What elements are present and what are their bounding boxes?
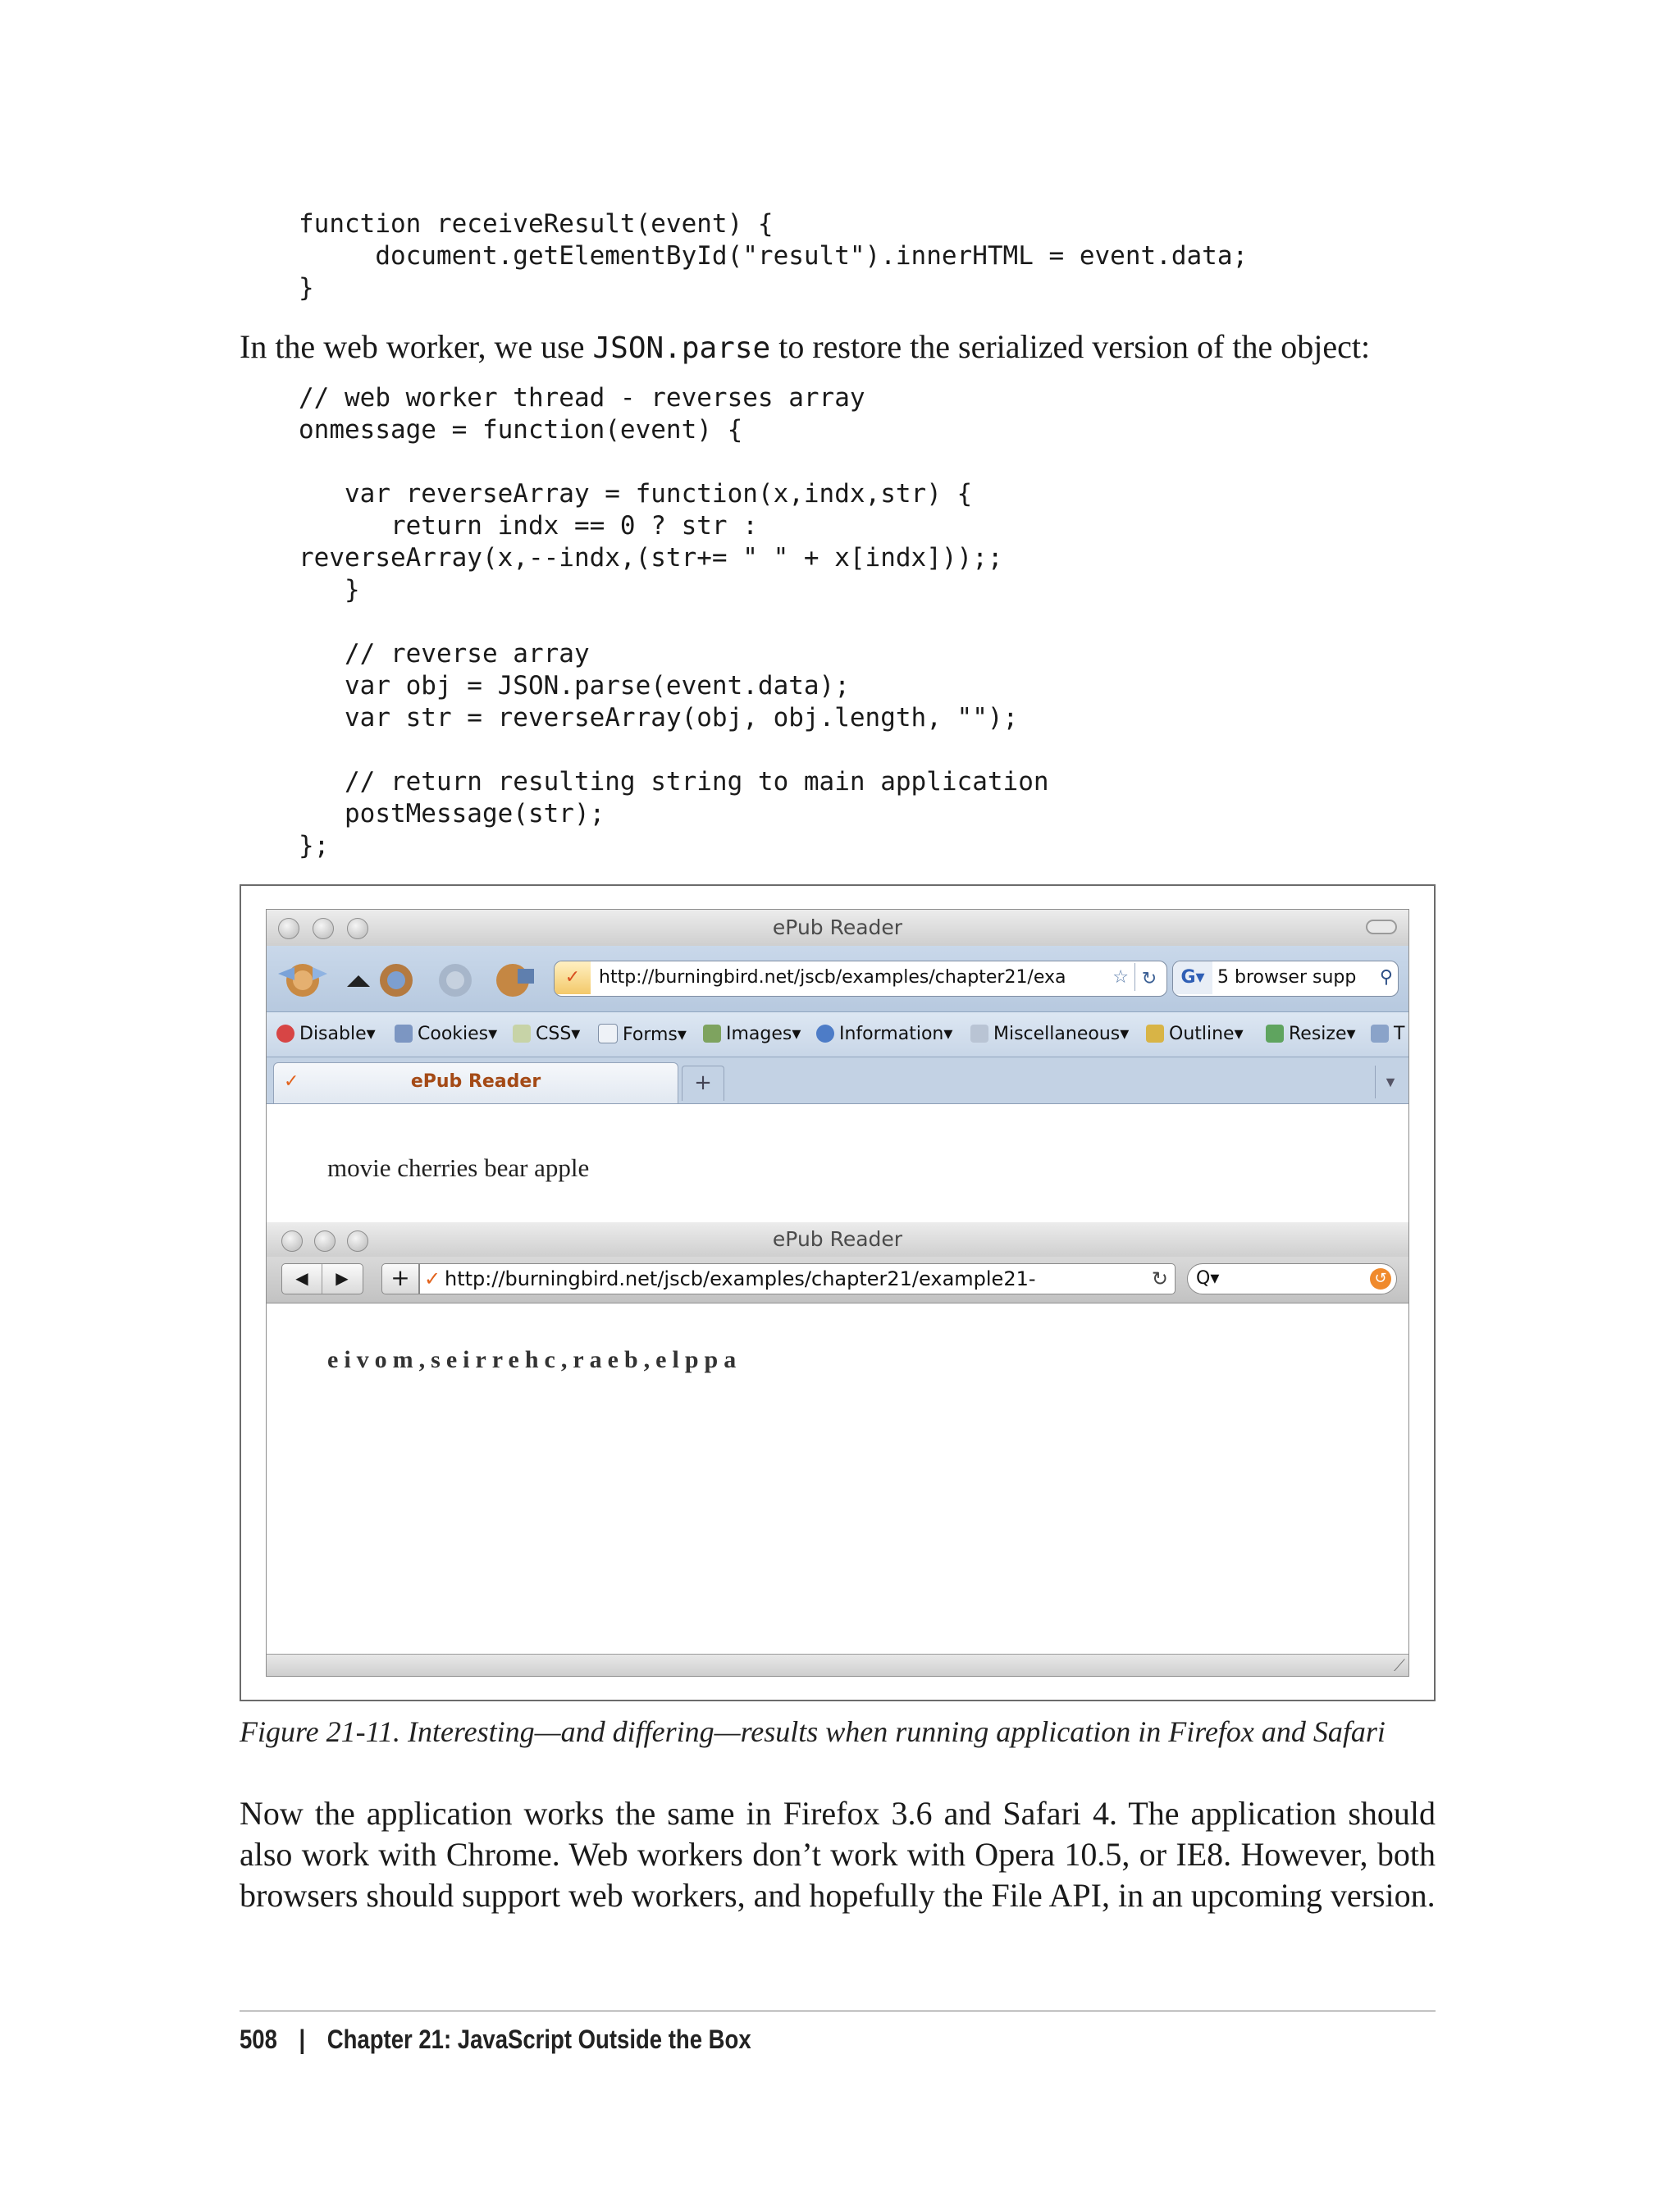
site-favicon-icon: ✓: [284, 1071, 299, 1092]
inline-code-json-parse: JSON.parse: [592, 331, 771, 365]
footer-separator: |: [299, 2025, 306, 2054]
safari-toolbar: [267, 1257, 1408, 1303]
firefox-page-content: [267, 1104, 1408, 1222]
resize-icon: [1266, 1025, 1284, 1043]
site-favicon-icon: ✓: [423, 1267, 441, 1290]
firefox-result-text: movie cherries bear apple: [327, 1153, 590, 1182]
tab-epub-reader[interactable]: [273, 1062, 678, 1103]
code-block-web-worker: // web worker thread - reverses array onmessage = function(event) { var reverseArray = function(x,indx,str) { return indx == 0 ? str : reverseArray(x,--indx,(str+= " " + x[indx]));; } // reverse array var obj = JSON.parse(event.data); var str = reverseArray(obj, obj.length, ""); // return resulting string to main application postMessage(str); };: [299, 383, 1049, 861]
web-developer-toolbar: [267, 1012, 1408, 1057]
bookmark-star-icon[interactable]: ☆: [1112, 967, 1129, 988]
page-footer: [240, 2025, 751, 2055]
code-block-receive-result: function receiveResult(event) { document.getElementById("result").innerHTML = event.data; }: [299, 209, 1249, 303]
dev-menu-label: Outline▾: [1169, 1024, 1244, 1044]
css-icon: [513, 1025, 531, 1043]
paragraph-json-parse: [240, 326, 1370, 369]
reload-icon[interactable]: ↻: [1151, 1267, 1168, 1290]
figure-caption: Figure 21-11. Interesting—and differing—results when running application in Firefox and Safari: [240, 1715, 1386, 1748]
search-icon: Q▾: [1196, 1268, 1220, 1289]
go-icon[interactable]: ↻: [1134, 963, 1163, 991]
back-arrow-icon[interactable]: ◀: [282, 1264, 322, 1294]
navigation-buttons-icon[interactable]: [273, 956, 544, 1003]
paragraph-text: In the web worker, we use: [240, 328, 593, 365]
firefox-navigation-toolbar: [267, 946, 1408, 1012]
images-icon: [703, 1025, 721, 1043]
dev-miscellaneous-menu[interactable]: [970, 1024, 1129, 1044]
safari-status-bar: [267, 1654, 1408, 1676]
paragraph-text: to restore the serialized version of the object:: [770, 328, 1371, 365]
firefox-titlebar: [267, 910, 1408, 947]
safari-url-text: http://burningbird.net/jscb/examples/chapter21/example21-: [445, 1267, 1036, 1290]
search-icon[interactable]: ⚲: [1379, 967, 1393, 988]
paragraph-browser-support: Now the application works the same in Firefox 3.6 and Safari 4. The application should also work with Chrome. Web workers don’t work with Opera 10.5, or IE8. However, both browsers should support web workers, and hopefully the File API, in an upcoming version.: [240, 1795, 1436, 1914]
dev-tools-menu[interactable]: [1371, 1024, 1404, 1044]
tools-icon: [1371, 1025, 1389, 1043]
disable-icon: [276, 1025, 294, 1043]
figure-screenshot: [266, 909, 1409, 1677]
dev-resize-menu[interactable]: [1266, 1024, 1356, 1044]
toolbar-toggle-icon[interactable]: [1366, 920, 1397, 934]
resize-grip-icon[interactable]: ⟋: [1394, 1657, 1405, 1675]
dev-menu-label: Miscellaneous▾: [993, 1024, 1130, 1044]
dev-menu-label: CSS▾: [536, 1024, 581, 1044]
new-tab-button[interactable]: +: [682, 1066, 724, 1101]
safari-window-title: ePub Reader: [772, 1227, 903, 1251]
miscellaneous-icon: [970, 1025, 988, 1043]
site-favicon-icon: ✓: [555, 961, 591, 994]
forms-icon: [598, 1024, 618, 1043]
dev-disable-menu[interactable]: [276, 1024, 376, 1044]
firefox-tab-bar: [267, 1057, 1408, 1104]
outline-icon: [1146, 1025, 1164, 1043]
firefox-window-title: ePub Reader: [772, 915, 903, 939]
firefox-search-bar[interactable]: [1172, 961, 1399, 997]
dev-information-menu[interactable]: [816, 1024, 952, 1044]
dev-menu-label: Resize▾: [1289, 1024, 1356, 1044]
add-bookmark-icon[interactable]: +: [381, 1263, 419, 1294]
information-icon: [816, 1025, 834, 1043]
dev-forms-menu[interactable]: [598, 1024, 687, 1045]
page-number: 508: [240, 2025, 277, 2054]
dev-menu-label: Forms▾: [623, 1025, 687, 1045]
safari-result-text: eivom,seirrehc,raeb,elppa: [327, 1346, 742, 1373]
safari-page-content: [267, 1303, 1408, 1656]
dev-menu-label: Disable▾: [299, 1024, 376, 1044]
tab-label: ePub Reader: [410, 1071, 541, 1092]
forward-arrow-icon[interactable]: ▶: [336, 1270, 349, 1288]
dev-cookies-menu[interactable]: [395, 1024, 497, 1044]
dev-outline-menu[interactable]: [1146, 1024, 1244, 1044]
firefox-address-bar[interactable]: [554, 961, 1167, 997]
dev-menu-label: Information▾: [839, 1024, 953, 1044]
dev-images-menu[interactable]: [703, 1024, 801, 1044]
firefox-search-text: 5 browser supp: [1217, 967, 1357, 988]
list-all-tabs-icon[interactable]: ▼: [1375, 1066, 1405, 1098]
dev-menu-label: Cookies▾: [418, 1024, 498, 1044]
dev-menu-label: Images▾: [726, 1024, 801, 1044]
dev-css-menu[interactable]: [513, 1024, 580, 1044]
figure-frame: [240, 884, 1436, 1701]
search-engine-icon[interactable]: G▾: [1173, 961, 1212, 994]
firefox-url-text: http://burningbird.net/jscb/examples/chapter21/exa: [599, 967, 1066, 988]
safari-address-bar[interactable]: [419, 1263, 1176, 1294]
snapback-icon[interactable]: ↺: [1370, 1268, 1391, 1290]
dev-menu-label: T: [1394, 1024, 1405, 1044]
safari-titlebar: [267, 1222, 1408, 1258]
running-head-chapter: Chapter 21: JavaScript Outside the Box: [326, 2025, 751, 2054]
cookies-icon: [395, 1025, 413, 1043]
safari-search-field[interactable]: [1187, 1263, 1397, 1294]
safari-back-forward: [281, 1263, 363, 1294]
